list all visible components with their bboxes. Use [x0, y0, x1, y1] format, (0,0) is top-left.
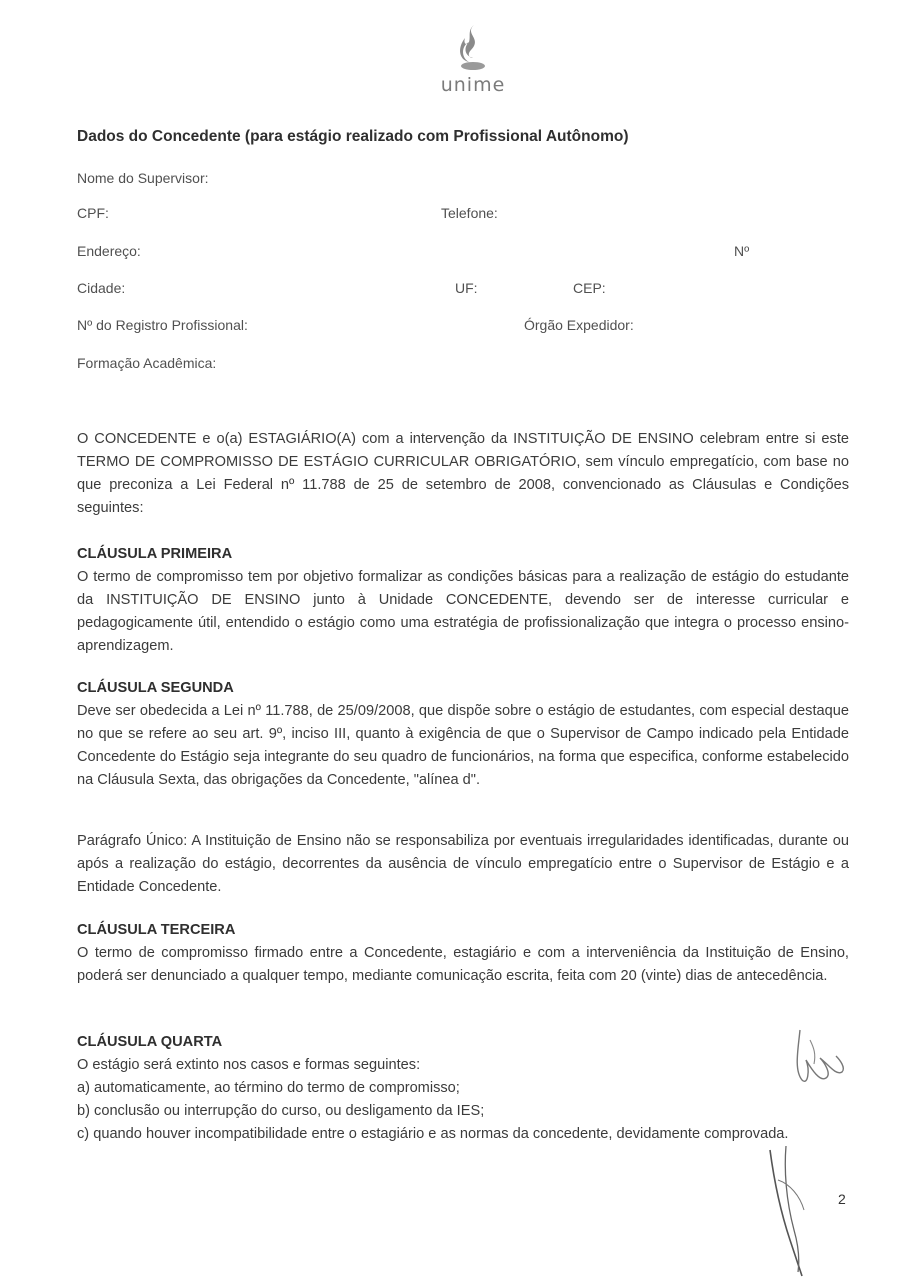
handwritten-signature	[740, 1140, 840, 1280]
clausula-quarta-line: O estágio será extinto nos casos e formas seguintes:	[77, 1057, 421, 1073]
page-number: 2	[838, 1191, 846, 1207]
clausula-terceira-title: CLÁUSULA TERCEIRA	[77, 922, 236, 938]
clausula-quarta	[77, 1031, 849, 1146]
clausula-primeira	[77, 543, 849, 658]
clausula-terceira	[77, 919, 849, 988]
orgao-label: Órgão Expedidor:	[524, 317, 634, 333]
clausula-primeira-title: CLÁUSULA PRIMEIRA	[77, 546, 233, 562]
clausula-quarta-title: CLÁUSULA QUARTA	[77, 1034, 223, 1050]
numero-label: Nº	[734, 243, 750, 259]
supervisor-label: Nome do Supervisor:	[77, 170, 209, 186]
endereco-label: Endereço:	[77, 243, 141, 259]
clausula-segunda-text: Deve ser obedecida a Lei nº 11.788, de 25/09/2008, que dispõe sobre o estágio de estudantes, com especial destaque no que se refere ao seu art. 9º, inciso III, quanto à exigência de que o Supervisor de Campo indicado pela Entidade Concedente do Estágio seja integrante do seu quadro de funcionários, na forma que especifica, conforme estabelecido na Cláusula Sexta, das obrigações da Concedente, "alínea d".	[77, 703, 849, 788]
concedente-title: Dados do Concedente (para estágio realizado com Profissional Autônomo)	[77, 128, 629, 145]
handwritten-initials	[780, 1020, 860, 1100]
registro-label: Nº do Registro Profissional:	[77, 317, 248, 333]
clausula-segunda	[77, 677, 849, 792]
flame-logo-icon	[453, 22, 493, 72]
cpf-label: CPF:	[77, 205, 109, 221]
clausula-quarta-item-c: c) quando houver incompatibilidade entre o estagiário e as normas da concedente, devidamente comprovada.	[77, 1126, 789, 1142]
clausula-segunda-title: CLÁUSULA SEGUNDA	[77, 680, 234, 696]
formacao-label: Formação Acadêmica:	[77, 355, 217, 371]
intro-paragraph	[77, 428, 849, 520]
unime-logo	[418, 22, 528, 96]
telefone-label: Telefone:	[441, 205, 498, 221]
clausula-terceira-text: O termo de compromisso firmado entre a Concedente, estagiário e com a interveniência da Instituição de Ensino, poderá ser denunciado a qualquer tempo, mediante comunicação escrita, feita com 20 (vinte) dias de antecedência.	[77, 945, 849, 984]
paragrafo-unico	[77, 830, 849, 899]
clausula-primeira-text: O termo de compromisso tem por objetivo formalizar as condições básicas para a realização de estágio do estudante da INSTITUIÇÃO DE ENSINO junto à Unidade CONCEDENTE, devendo ser de interesse curricular e pedagogicamente útil, entendido o estágio como uma estratégia de profissionalização que integra o processo ensino-aprendizagem.	[77, 569, 849, 654]
intro-text: O CONCEDENTE e o(a) ESTAGIÁRIO(A) com a intervenção da INSTITUIÇÃO DE ENSINO celebram entre si este TERMO DE COMPROMISSO DE ESTÁGIO CURRICULAR OBRIGATÓRIO, sem vínculo empregatício, com base no que preconiza a Lei Federal nº 11.788 de 25 de setembro de 2008, convencionado as Cláusulas e Condições seguintes:	[77, 431, 849, 516]
uf-label: UF:	[455, 280, 478, 296]
clausula-quarta-item-a: a) automaticamente, ao término do termo de compromisso;	[77, 1080, 460, 1096]
paragrafo-unico-text: Parágrafo Único: A Instituição de Ensino não se responsabiliza por eventuais irregularidades identificadas, durante ou após a realização do estágio, decorrentes da ausência de vínculo empregatício entre o Supervisor de Estágio e a Entidade Concedente.	[77, 833, 849, 895]
cep-label: CEP:	[573, 280, 606, 296]
logo-wordmark: unime	[440, 74, 506, 96]
cidade-label: Cidade:	[77, 280, 126, 296]
clausula-quarta-item-b: b) conclusão ou interrupção do curso, ou desligamento da IES;	[77, 1103, 485, 1119]
